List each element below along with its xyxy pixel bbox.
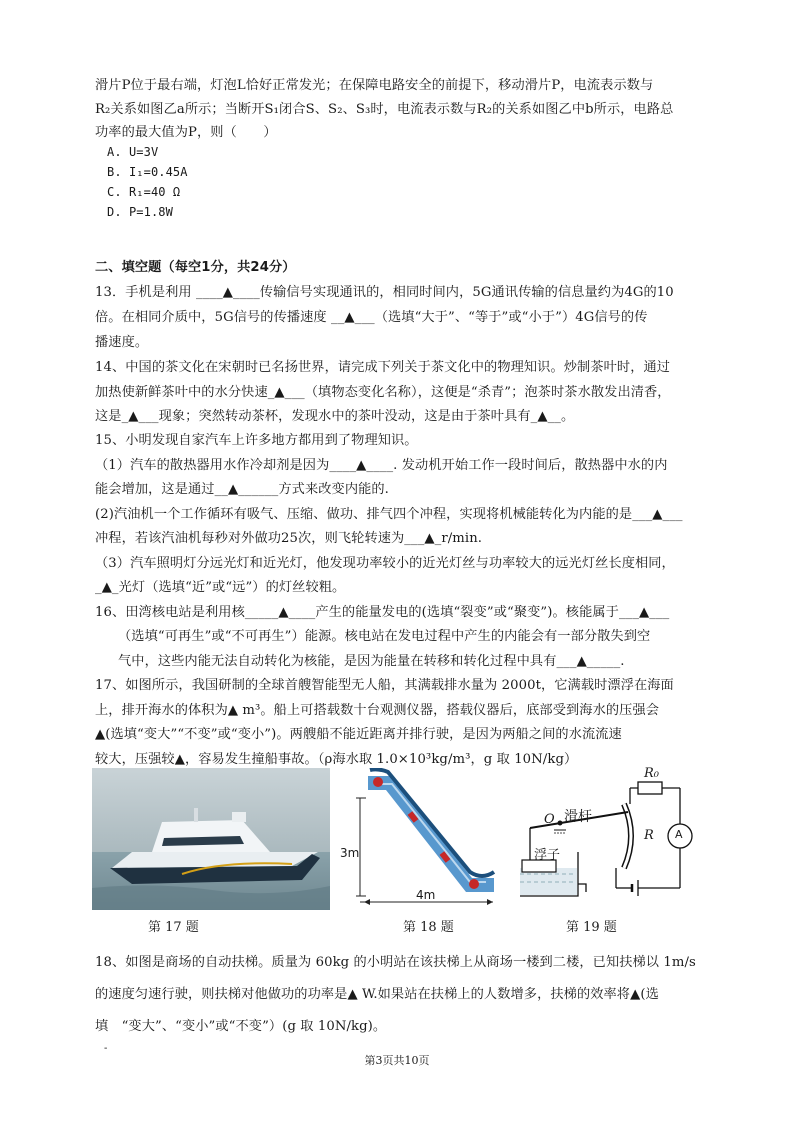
ship-mast (194, 808, 198, 822)
label-r0: R₀ (644, 766, 659, 781)
label-lever: 滑杆 (564, 809, 592, 825)
section-fill-in-heading: 二、填空题（每空1分，共24分） (95, 260, 296, 275)
q17-line-2: 上，排开海水的体积为▲ m³。船上可搭载数十台观测仪器，搭载仪器后，底部受到海水的压强会 (95, 703, 660, 718)
q17-line-1: 17、如图所示，我国研制的全球首艘智能型无人船，其满载排水量为 2000t，它满载时漂浮在海面 (95, 678, 674, 693)
bottom-drive-wheel (469, 879, 479, 889)
pivot-o (558, 821, 563, 826)
width-label: 4m (416, 888, 436, 902)
q13-line-2: 倍。在相同介质中，5G信号的传播速度 __▲___（选填“大于”、“等于”或“小于”）4G信号的传 (95, 310, 648, 325)
q17-line-4: 较大，压强较▲，容易发生撞船事故。（ρ海水取 1.0×10³kg/m³，g 取 10N/kg） (95, 752, 578, 767)
q12-continued-line-2: R₂关系如图乙a所示；当断开S₁闭合S、S₂、S₃时，电流表示数与R₂的关系如图乙中b所示，电路总 (95, 102, 674, 117)
label-pivot-o: O (544, 812, 555, 827)
float-circuit-diagram (520, 768, 712, 916)
resistor-r0 (638, 782, 662, 794)
q15-line-2: （1）汽车的散热器用水作冷却剂是因为____▲____. 发动机开始工作一段时间后，散热器中水的内 (95, 458, 668, 473)
option-a: A. U=3V (107, 145, 159, 159)
height-label: 3m (340, 846, 360, 860)
option-c: C. R₁=40 Ω (107, 185, 181, 199)
footer-dash: - (104, 1043, 108, 1054)
figure-19-float-circuit (520, 768, 712, 916)
q14-line-2: 加热使新鲜茶叶中的水分快速_▲___（填物态变化名称），这便是“杀青”；泡茶时茶水散发出清香， (95, 385, 671, 400)
q14-line-1: 14、中国的茶文化在宋朝时已名扬世界，请完成下列关于茶文化中的物理知识。炒制茶叶时，通过 (95, 360, 671, 375)
q12-continued-line-1: 滑片P位于最右端，灯泡L恰好正常发光；在保障电路安全的前提下，移动滑片P，电流表示数与 (95, 78, 654, 93)
figure-19-caption: 第 19 题 (566, 920, 617, 935)
top-drive-wheel (373, 777, 383, 787)
q14-line-3: 这是_▲___现象；突然转动茶杯，发现水中的茶叶没动，这是由于茶叶具有_▲__。 (95, 409, 575, 424)
q12-continued-line-3: 功率的最大值为P，则（ ） (95, 125, 277, 140)
q17-line-3: ▲(选填“变大”“不变”或“变小”)。两艘船不能近距离并排行驶，是因为两船之间的水流流速 (95, 727, 622, 742)
label-float: 浮子 (534, 848, 561, 863)
option-b: B. I₁=0.45A (107, 165, 188, 179)
ammeter-label: A (675, 828, 683, 841)
q15-line-6: （3）汽车照明灯分远光灯和近光灯，他发现功率较小的近光灯丝与功率较大的远光灯丝长度相同， (95, 556, 675, 571)
q18-line-3: 填 “变大”、“变小”或“不变”）(g 取 10N/kg)。 (95, 1019, 387, 1034)
ship-illustration (92, 768, 330, 910)
q16-line-1: 16、田湾核电站是利用核_____▲____产生的能量发电的(选填“裂变”或“聚变”)。核能属于___▲___ (95, 605, 670, 620)
label-r: R (644, 828, 654, 843)
q15-line-5: 冲程，若该汽油机每秒对外做功25次，则飞轮转速为___▲_r/min. (95, 531, 483, 546)
page-number: 第3页共10页 (364, 1054, 430, 1067)
q18-line-1: 18、如图是商场的自动扶梯。质量为 60kg 的小明站在该扶梯上从商场一楼到二楼，已知扶梯以 1m/s (95, 955, 696, 970)
escalator-steps (374, 784, 486, 882)
q16-line-3: 气中，这些内能无法自动转化为核能，是因为能量在转移和转化过程中具有___▲_____. (118, 654, 625, 669)
q15-line-4: (2)汽油机一个工作循环有吸气、压缩、做功、排气四个冲程，实现将机械能转化为内能的是___▲___ (95, 507, 683, 522)
ship-radar (232, 812, 246, 822)
figure-18-escalator (340, 768, 498, 916)
option-d: D. P=1.8W (107, 205, 173, 219)
q16-line-2: （选填“可再生”或“不可再生”）能源。核电站在发电过程中产生的内能会有一部分散失到空 (118, 629, 651, 644)
q18-line-2: 的速度匀速行驶，则扶梯对他做功的功率是▲ W.如果站在扶梯上的人数增多，扶梯的效率将▲(选 (95, 987, 659, 1002)
figure-17-ship-photo (92, 768, 330, 910)
figure-18-caption: 第 18 题 (403, 920, 454, 935)
q13-line-3: 播速度。 (95, 335, 149, 350)
q13-line-1: 13．手机是利用 ____▲____传输信号实现通讯的，相同时间内，5G通讯传输的信息量约为4G的10 (95, 285, 674, 300)
drain-tap (578, 884, 586, 892)
figure-17-caption: 第 17 题 (148, 920, 199, 935)
q15-line-1: 15、小明发现自家汽车上许多地方都用到了物理知识。 (95, 433, 418, 448)
q15-line-3: 能会增加，这是通过__▲______方式来改变内能的. (95, 482, 389, 497)
q15-line-7: _▲_光灯（选填“近”或“远”）的灯丝较粗。 (95, 580, 346, 595)
